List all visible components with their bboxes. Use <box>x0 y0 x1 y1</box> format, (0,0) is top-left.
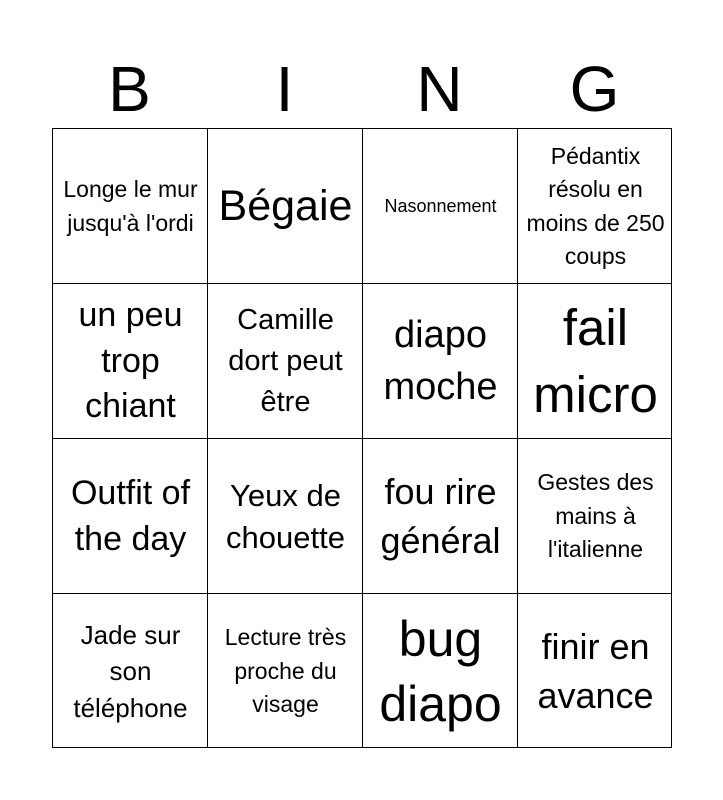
bingo-cell[interactable]: finir en avance <box>537 625 654 716</box>
bingo-cell[interactable]: Nasonnement <box>384 195 497 216</box>
bingo-cell[interactable]: Jade sur son téléphone <box>73 619 188 723</box>
bingo-cell[interactable]: Bégaie <box>218 181 353 230</box>
bingo-cell[interactable]: bug diapo <box>379 610 502 732</box>
bingo-cell[interactable]: Pédantix résolu en moins de 250 coups <box>526 142 665 269</box>
bingo-header <box>52 50 672 128</box>
header-letter-g: G <box>569 53 620 125</box>
bingo-cell[interactable]: fail micro <box>533 299 658 423</box>
bingo-cell[interactable]: diapo moche <box>383 314 498 408</box>
bingo-cell[interactable]: Gestes des mains à l'italienne <box>537 469 654 563</box>
bingo-cell[interactable]: Longe le mur jusqu'à l'ordi <box>63 176 198 236</box>
bingo-cell[interactable]: Yeux de chouette <box>226 477 345 555</box>
grid-divider <box>53 438 671 440</box>
header-letter-b: B <box>108 53 151 125</box>
bingo-cell[interactable]: Camille dort peut être <box>228 303 343 419</box>
header-letter-i: I <box>275 53 294 125</box>
grid-divider <box>53 283 671 285</box>
bingo-cell[interactable]: Outfit of the day <box>70 473 191 558</box>
grid-divider <box>53 593 671 595</box>
header-letter-n: N <box>416 53 463 125</box>
bingo-cell[interactable]: Lecture très proche du visage <box>224 624 347 718</box>
bingo-grid <box>52 128 672 748</box>
bingo-cell[interactable]: un peu trop chiant <box>78 295 183 426</box>
bingo-cell[interactable]: fou rire général <box>380 470 501 561</box>
